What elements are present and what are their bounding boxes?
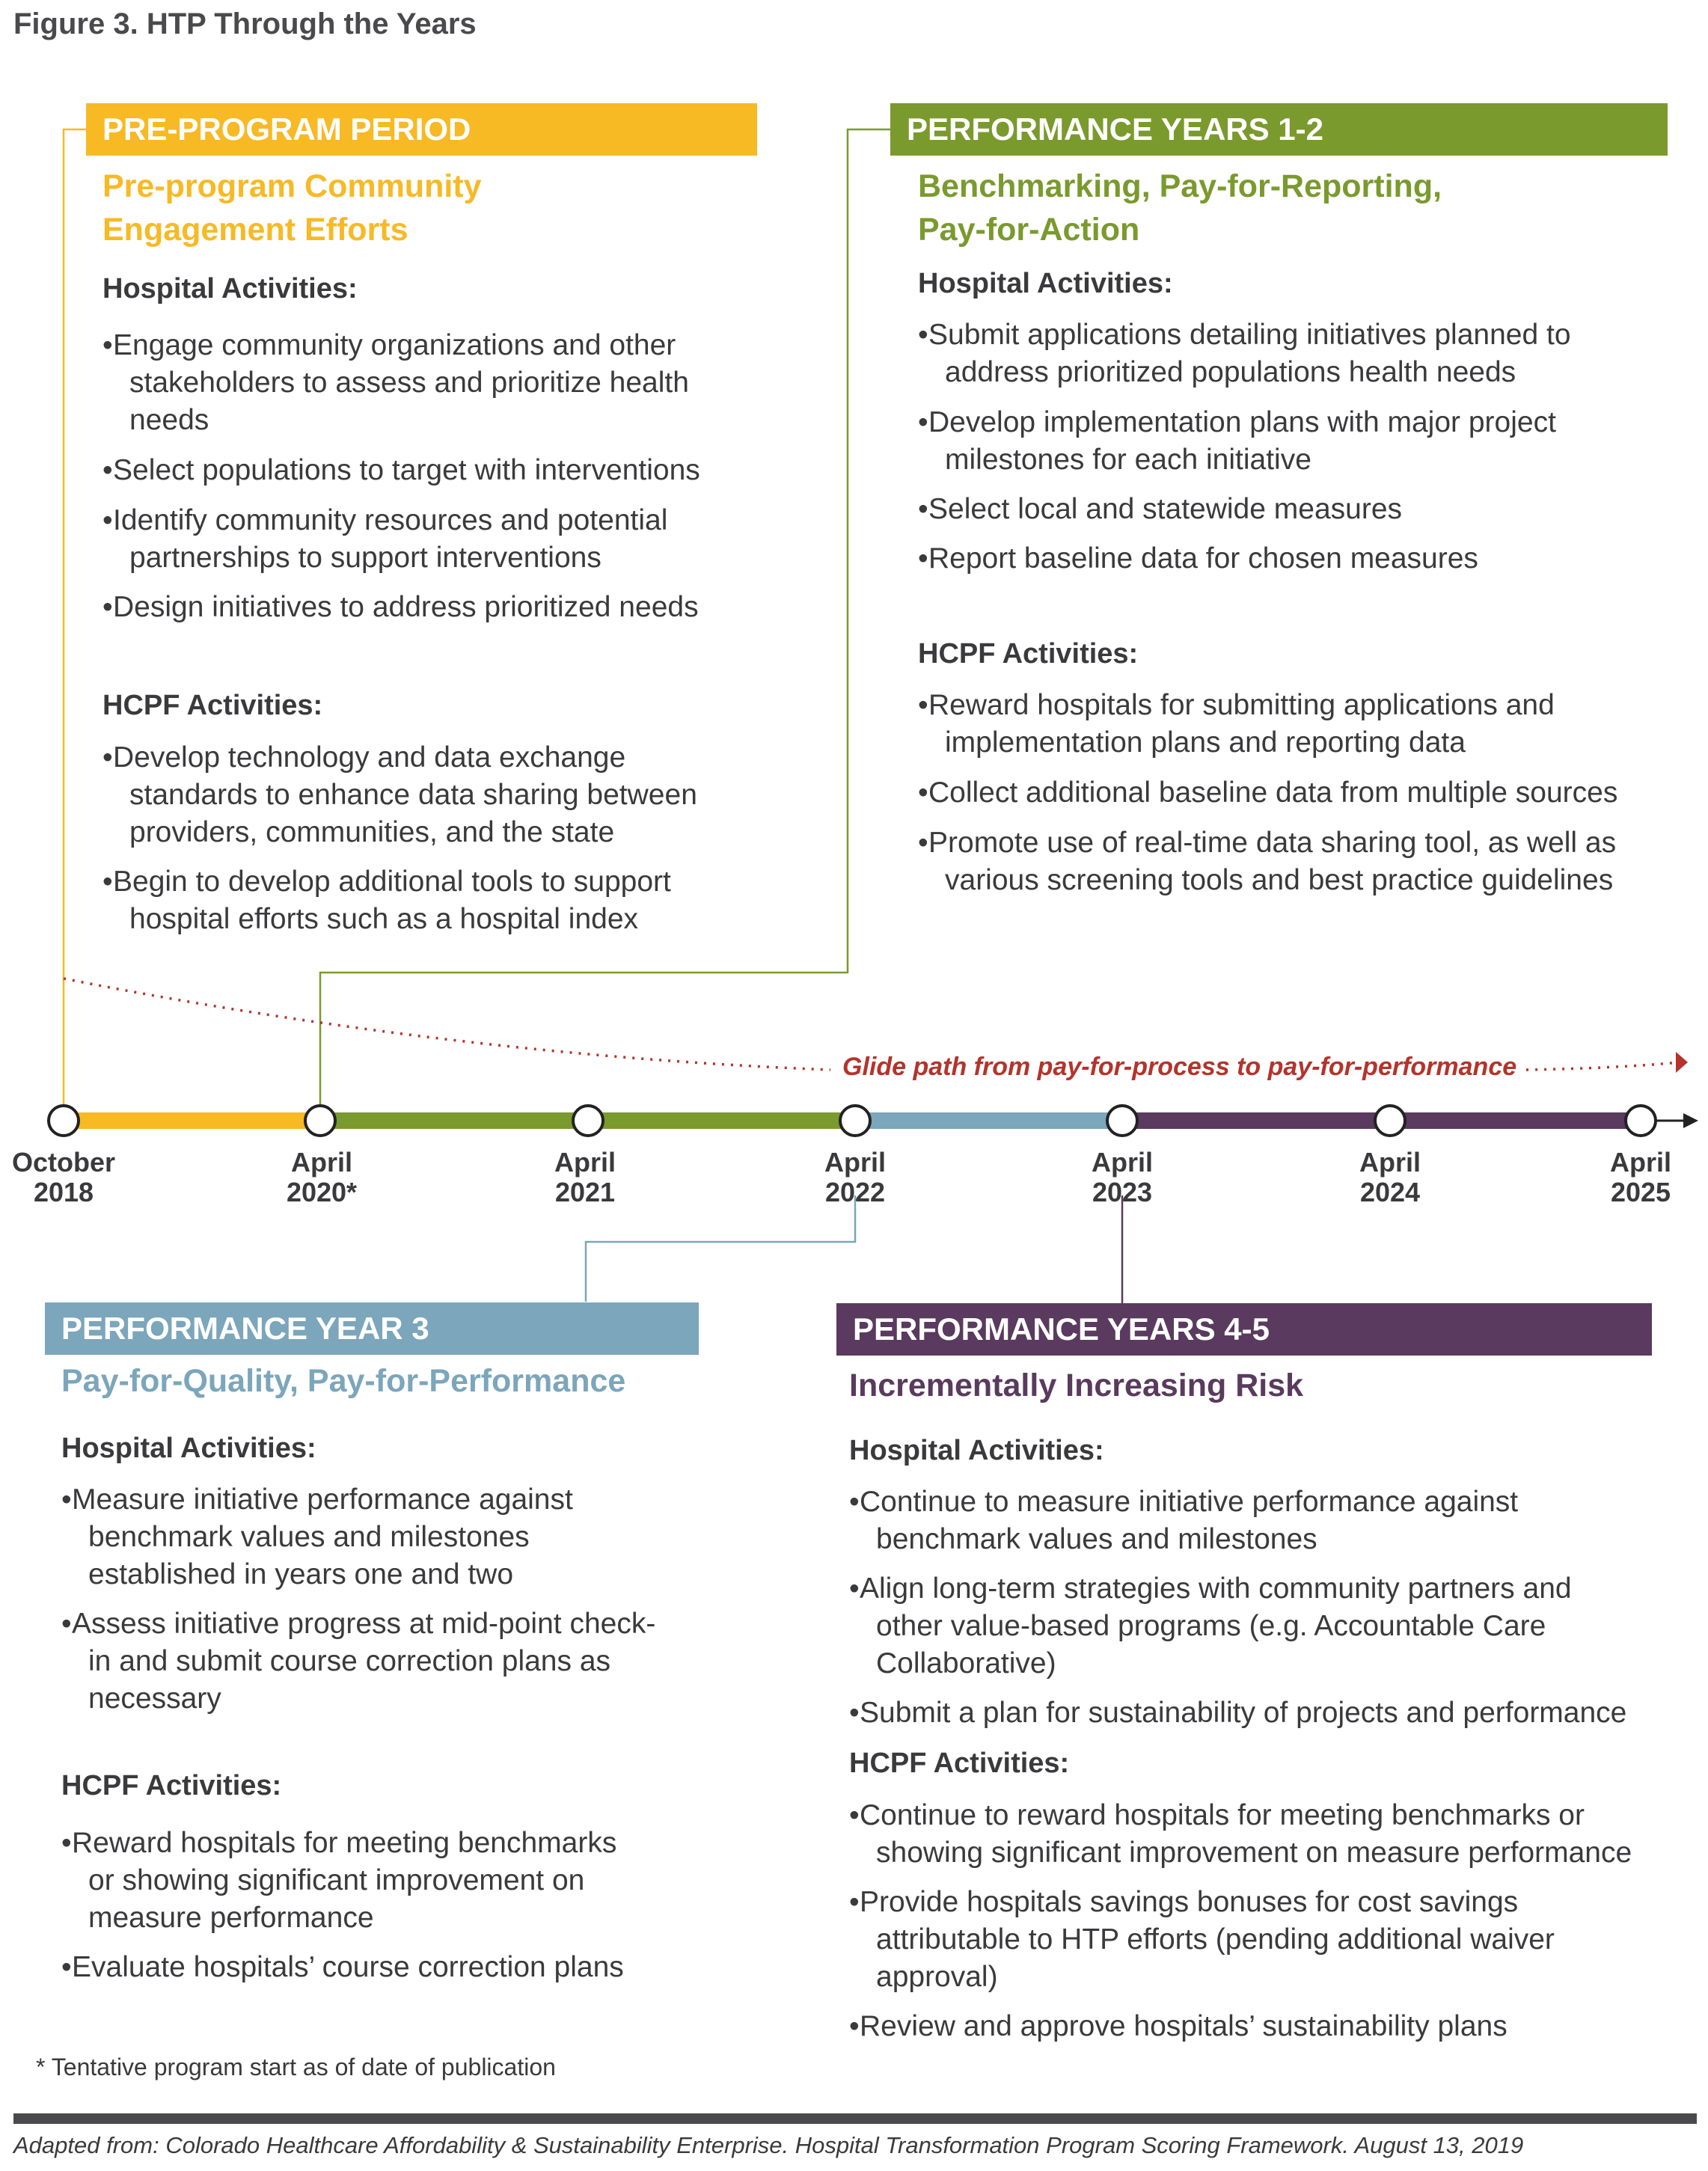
milestone-label-apr-2020: April 2020* — [286, 1147, 358, 1207]
milestone-circle-apr-2021 — [573, 1106, 603, 1136]
bullet-py12-hcpf-2: • Collect additional baseline data from multiple sources — [918, 777, 1618, 809]
bullet-pre-hospital-1: • Engage community organizations and other stakeholders to assess and prioritize health needs — [102, 329, 689, 436]
connector-py3 — [586, 1195, 855, 1302]
bullet-py3-hcpf-1: • Reward hospitals for meeting benchmarks or showing significant improvement on measure performance — [61, 1827, 617, 1934]
panel-subtitle-py3: Pay-for-Quality, Pay-for-Performance — [61, 1363, 626, 1399]
bullet-py45-hcpf-3: • Review and approve hospitals’ sustainability plans — [849, 2010, 1507, 2042]
hcpf-activities-heading-py3: HCPF Activities: — [61, 1770, 282, 1801]
bullet-pre-hospital-3: • Identify community resources and potential partnerships to support interventions — [102, 504, 668, 574]
bullet-pre-hcpf-2: • Begin to develop additional tools to support hospital efforts such as a hospital index — [102, 866, 671, 935]
milestone-label-apr-2024: April 2024 — [1359, 1147, 1421, 1207]
panel-header-py3: PERFORMANCE YEAR 3 — [45, 1302, 699, 1355]
bullet-py3-hospital-2: • Assess initiative progress at mid-point check- in and submit course correction plans as necessary — [61, 1608, 656, 1715]
milestone-label-apr-2022: April 2022 — [824, 1147, 886, 1207]
panel-subtitle-py12: Benchmarking, Pay-for-Reporting, Pay-for-Action — [918, 168, 1442, 248]
milestone-label-apr-2025: April 2025 — [1609, 1147, 1671, 1207]
figure-title: Figure 3. HTP Through the Years — [13, 7, 477, 40]
bottom-rule — [13, 2113, 1697, 2124]
bullet-py45-hcpf-2: • Provide hospitals savings bonuses for cost savings attributable to HTP efforts (pending additional waiver approval) — [849, 1886, 1555, 1993]
bullet-py3-hospital-1: • Measure initiative performance against benchmark values and milestones established in years one and two — [61, 1483, 573, 1590]
source-citation: Adapted from: Colorado Healthcare Affordability & Sustainability Enterprise. Hospital Transformation Program Scoring Framework. August 13, 2019 — [13, 2132, 1524, 2158]
bullet-py45-hospital-1: • Continue to measure initiative performance against benchmark values and milestones — [849, 1486, 1519, 1555]
panel-header-pre-program: PRE-PROGRAM PERIOD — [86, 103, 757, 156]
milestone-label-apr-2023: April 2023 — [1091, 1147, 1153, 1207]
timeline-arrowhead — [1683, 1113, 1698, 1128]
bullet-py12-hospital-4: • Report baseline data for chosen measures — [918, 542, 1478, 575]
milestone-label-apr-2021: April 2021 — [554, 1147, 616, 1207]
bullet-pre-hospital-4: • Design initiatives to address prioritized needs — [102, 591, 699, 623]
timeline-segment-pre — [64, 1112, 320, 1129]
milestone-circle-apr-2024 — [1375, 1106, 1405, 1136]
panel-subtitle-py45: Incrementally Increasing Risk — [849, 1368, 1304, 1403]
milestone-circle-apr-2023 — [1107, 1106, 1137, 1136]
panel-header-py12: PERFORMANCE YEARS 1-2 — [890, 103, 1668, 156]
hcpf-activities-heading-pre: HCPF Activities: — [102, 690, 323, 721]
milestone-circle-apr-2022 — [840, 1106, 870, 1136]
milestone-circle-apr-2020 — [305, 1106, 335, 1136]
hospital-activities-heading-py12: Hospital Activities: — [918, 268, 1173, 299]
bullet-py12-hospital-1: • Submit applications detailing initiatives planned to address prioritized populations health needs — [918, 319, 1571, 388]
bullet-py12-hospital-2: • Develop implementation plans with major project milestones for each initiative — [918, 406, 1556, 476]
bullet-py12-hcpf-1: • Reward hospitals for submitting applications and implementation plans and reporting data — [918, 689, 1555, 759]
milestone-label-oct-2018: October 2018 — [11, 1147, 116, 1207]
bullet-py3-hcpf-2: • Evaluate hospitals’ course correction plans — [61, 1951, 624, 1983]
footnote: * Tentative program start as of date of publication — [36, 2054, 556, 2080]
timeline-segment-py3 — [855, 1112, 1122, 1129]
milestone-circle-oct-2018 — [49, 1106, 79, 1136]
glide-path-arrowhead — [1676, 1052, 1688, 1073]
hospital-activities-heading-py3: Hospital Activities: — [61, 1433, 316, 1464]
panel-header-py45: PERFORMANCE YEARS 4-5 — [836, 1303, 1652, 1356]
hcpf-activities-heading-py45: HCPF Activities: — [849, 1748, 1070, 1779]
bullet-pre-hcpf-1: • Develop technology and data exchange standards to enhance data sharing between providers, communities, and the state — [102, 741, 697, 848]
bullet-py45-hcpf-1: • Continue to reward hospitals for meeting benchmarks or showing significant improvement on measure performance — [849, 1799, 1632, 1869]
glide-path-right — [1526, 1062, 1680, 1070]
hospital-activities-heading-py45: Hospital Activities: — [849, 1435, 1104, 1466]
connector-pre — [64, 129, 88, 1121]
hospital-activities-heading-pre: Hospital Activities: — [102, 273, 358, 304]
glide-path-label: Glide path from pay-for-process to pay-for-performance — [839, 1053, 1519, 1082]
bullet-py12-hcpf-3: • Promote use of real-time data sharing tool, as well as various screening tools and best practice guidelines — [918, 827, 1617, 896]
glide-path-left — [64, 979, 830, 1070]
bullet-py45-hospital-3: • Submit a plan for sustainability of projects and performance — [849, 1697, 1627, 1729]
bullet-py12-hospital-3: • Select local and statewide measures — [918, 493, 1403, 525]
bullet-pre-hospital-2: • Select populations to target with interventions — [102, 454, 700, 486]
hcpf-activities-heading-py12: HCPF Activities: — [918, 638, 1139, 670]
panel-subtitle-pre-program: Pre-program Community Engagement Efforts — [102, 168, 482, 248]
bullet-py45-hospital-2: • Align long-term strategies with community partners and other value-based programs (e.g. Accountable Care Collaborative) — [849, 1573, 1572, 1679]
milestone-circle-apr-2025 — [1626, 1106, 1656, 1136]
